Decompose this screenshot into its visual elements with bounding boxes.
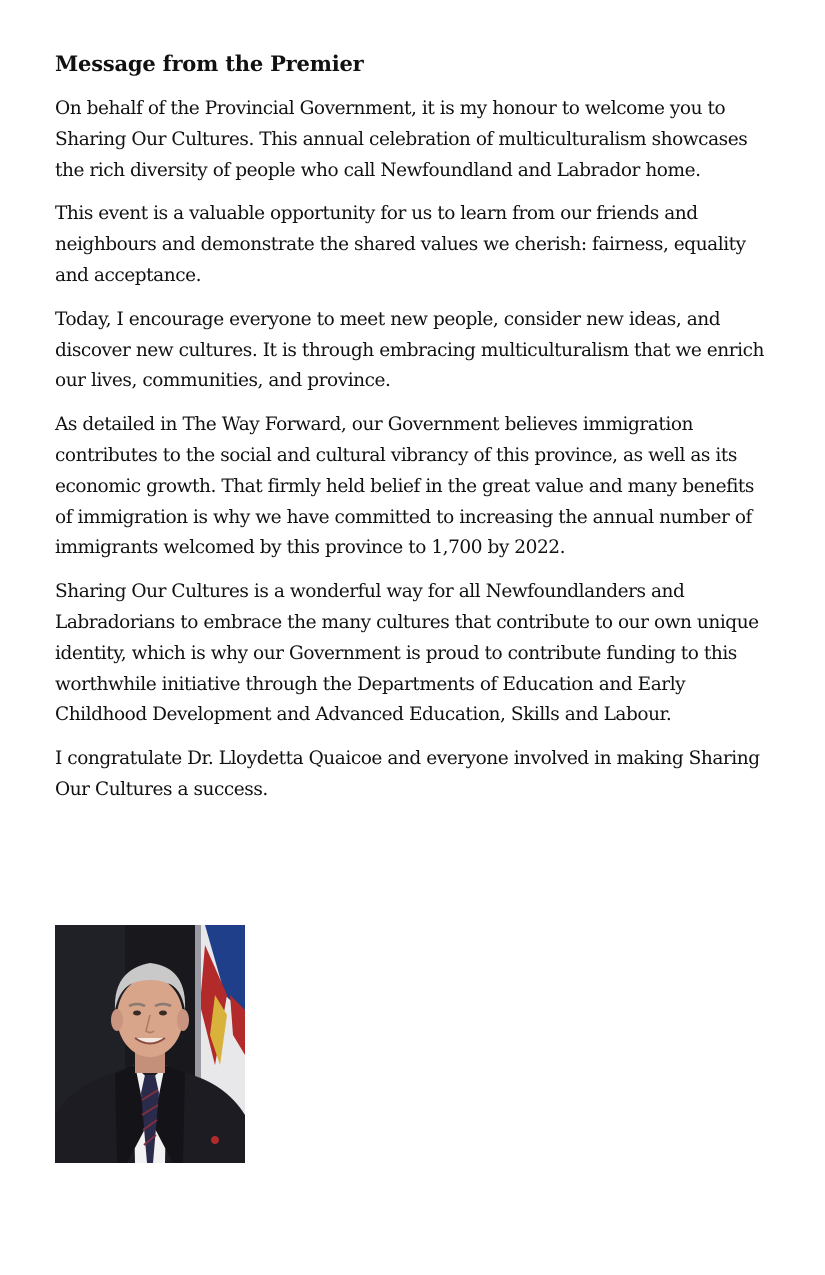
paragraph-funding: Sharing Our Cultures is a wonderful way for all Newfoundlanders and Labradorians to embrace the many cultures that contribute to our own unique identity, which is why our Government is proud to contribute funding to this worthwhile initiative through the Departments of Education and Early Childhood Development and Advanced Education, Skills and Labour. bbox=[55, 581, 759, 726]
premier-portrait-photo bbox=[55, 925, 245, 1163]
paragraph-immigration: As detailed in The Way Forward, our Government believes immigration contributes to the social and cultural vibrancy of this province, as well as its economic growth. That firmly held belief in the great value and many benefits of immigration is why we have committed to increasing the annual number of immigrants welcomed by this province to 1,700 by 2022. bbox=[55, 414, 754, 559]
paragraph-values: This event is a valuable opportunity for us to learn from our friends and neighbours and demonstrate the shared values we cherish: fairness, equality and acceptance. bbox=[55, 203, 746, 286]
document-page bbox=[55, 50, 770, 819]
paragraph-encouragement: Today, I encourage everyone to meet new people, consider new ideas, and discover new cultures. It is through embracing multiculturalism that we enrich our lives, communities, and province. bbox=[55, 308, 765, 392]
paragraph-welcome: On behalf of the Provincial Government, it is my honour to welcome you to Sharing Our Cultures. This annual celebration of multiculturalism showcases the rich diversity of people who call Newfoundland and Labrador home. bbox=[55, 98, 748, 181]
page-title: Message from the Premier bbox=[55, 51, 364, 76]
paragraph-congratulations: I congratulate Dr. Lloydetta Quaicoe and everyone involved in making Sharing Our Cultures a success. bbox=[55, 748, 760, 800]
